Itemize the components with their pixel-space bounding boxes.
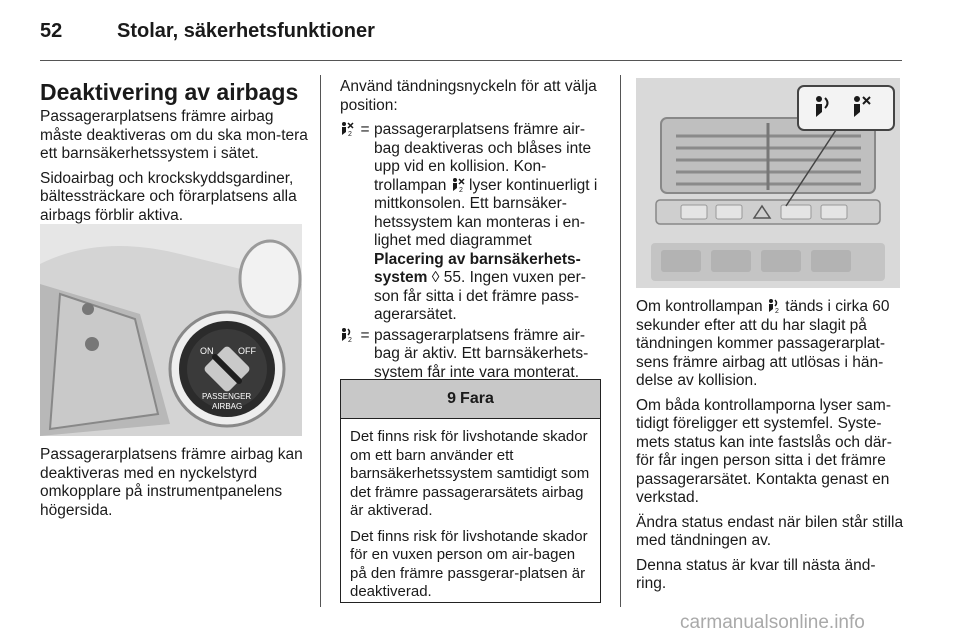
page-number: 52: [40, 20, 63, 42]
page-ref-number[interactable]: 55: [443, 269, 461, 286]
warning-title: Fara: [460, 390, 494, 407]
cross-reference-link[interactable]: Placering av barnsäkerhets-system: [374, 250, 581, 286]
change-status-paragraph: Ändra status endast när bilen står stilla med tändningen av.: [636, 513, 904, 549]
column-divider-1: [320, 75, 321, 607]
definition-off-text-c: . Ingen vuxen per-son får sitta i det främre pass-agerarsätet.: [374, 269, 586, 323]
column-3: [636, 298, 904, 600]
svg-text:2: 2: [458, 186, 463, 193]
page-header: [40, 20, 920, 50]
positions-intro: Använd tändningsnyckeln för att välja position:: [340, 78, 597, 114]
warning-triangle-icon: 9: [447, 390, 457, 407]
switch-on-label: ON: [200, 346, 214, 356]
airbag-off-icon: [340, 121, 356, 325]
indicator-paragraph: [636, 298, 904, 391]
definition-off-text-b: lyser kontinuerligt i mittkonsolen. Ett barnsäker-hetssystem kan monteras i en-lighet med diagrammet: [374, 176, 598, 249]
definition-off-text: [374, 121, 602, 325]
header-divider: [40, 60, 902, 61]
section-title: Deaktivering av airbags: [40, 79, 299, 105]
center-console-figure: [636, 78, 900, 288]
column-divider-2: [620, 75, 621, 607]
definition-on-text: passagerarplatsens främre air-bag är aktiv. Ett barnsäkerhets-system får inte vara monterat.: [374, 326, 589, 381]
running-title: Stolar, säkerhetsfunktioner: [117, 20, 375, 42]
column-1: [40, 78, 310, 231]
warning-paragraph-1: Det finns risk för livshotande skador om ett barn använder ett barnsäkerhetssystem samtidigt som det främre passagerarsätets airbag är aktiverad.: [350, 428, 590, 519]
definition-off-text-a: passagerarplatsens främre air-bag deaktiveras och blåses inte upp vid en kollision. Kon-trollampan: [374, 121, 592, 194]
airbag-switch-figure: [40, 224, 302, 436]
watermark: carmanualsonline.info: [680, 612, 865, 633]
figure-caption-block: [40, 446, 310, 526]
airbag-on-icon: [340, 327, 356, 383]
switch-off-label: OFF: [238, 346, 256, 356]
definition-airbag-off: [340, 121, 602, 325]
warning-body: [341, 419, 600, 602]
system-fault-paragraph: Om båda kontrollamporna lyser sam-tidigt föreligger ett systemfel. Syste-mets status kan inte fastslås och där-för får ingen person sitta i det främre passagerarsätet. Kontakta genast en verkstad.: [636, 396, 892, 506]
switch-label-line2: AIRBAG: [212, 402, 243, 411]
warning-header: [341, 380, 600, 419]
indicator-paragraph-b: tänds i cirka 60 sekunder efter att du har slagit på tändningen kommer passagerarplat-sens främre airbag att utlösas i hän-delse av kollision.: [636, 298, 890, 389]
svg-text:2: 2: [774, 308, 779, 314]
svg-text:2: 2: [348, 131, 352, 137]
switch-label-line1: PASSENGER: [202, 392, 252, 401]
status-persist-paragraph: Denna status är kvar till nästa änd-ring.: [636, 556, 876, 592]
intro-paragraph-1: Passagerarplatsens främre airbag måste deaktiveras om du ska mon-tera ett barnsäkerhetssystem i sätet.: [40, 108, 308, 162]
warning-paragraph-2: Det finns risk för livshotande skador för en vuxen person om air-bagen på den främre passgerar-platsen är deaktiverad.: [350, 527, 588, 600]
figure-caption: Passagerarplatsens främre airbag kan deaktiveras med en nyckelstyrd omkopplare på instrumentpanelens högersida.: [40, 446, 303, 519]
airbag-on-icon: [767, 298, 781, 314]
definition-equals: =: [360, 121, 370, 138]
definition-equals: =: [360, 326, 370, 344]
indicator-paragraph-a: Om kontrollampan: [636, 298, 763, 315]
danger-warning-box: [340, 379, 601, 603]
airbag-off-icon: [451, 177, 465, 193]
column-2: [340, 78, 602, 384]
svg-text:2: 2: [348, 336, 352, 343]
page-ref-arrow: ◊: [431, 269, 440, 286]
intro-paragraph-2: Sidoairbag och krockskyddsgardiner, bältessträckare och förarplatsens alla airbags förblir aktiva.: [40, 169, 297, 224]
definition-airbag-on: [340, 327, 602, 383]
